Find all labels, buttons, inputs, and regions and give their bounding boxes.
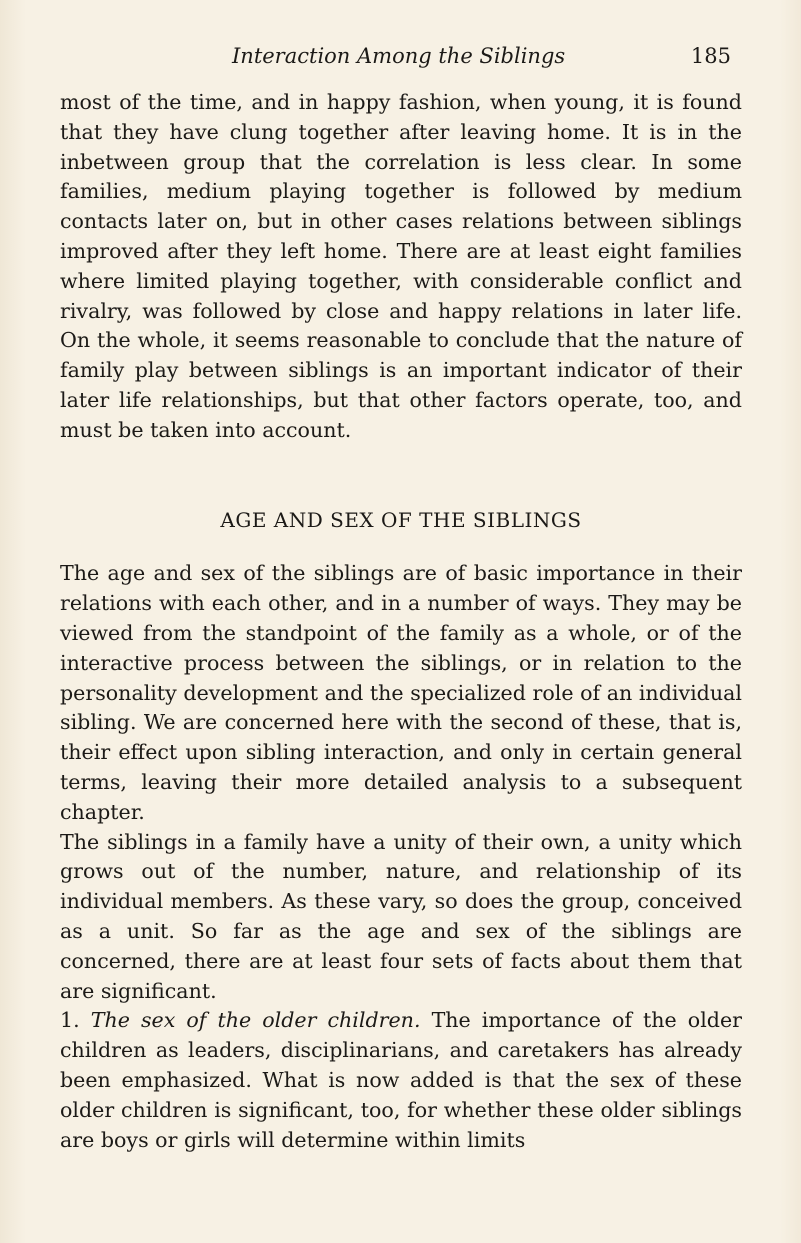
list-item-text: The importance of the older children as leaders, disciplinarians, and caretakers has already been emphasized. What is now added is that the sex of these older children is significant, too, for whether these older siblings are boys or girls will determine within limits [60, 1008, 742, 1152]
section-heading: AGE AND SEX OF THE SIBLINGS [220, 507, 582, 532]
paragraph-siblings-unity: The siblings in a family have a unity of their own, a unity which grows out of the number, nature, and relationship of its individual members. As these vary, so does the group, conceived as a unit. So far as the age and sex of the siblings are concerned, there are at least four sets of facts about them that are significant. [60, 829, 742, 1003]
page-number: 185 [690, 44, 731, 68]
paragraph-age-sex-intro: The age and sex of the siblings are of basic importance in their relations with each other, and in a number of ways. They may be viewed from the standpoint of the family as a whole, or of the interactive process between the siblings, or in relation to the personality development and the specialized role of an individual sibling. We are concerned here with the second of these, that is, their effect upon sibling interaction, and only in certain general terms, leaving their more detailed analysis to a subsequent chapter. [60, 561, 742, 824]
paragraph-list-item-1 [60, 1006, 742, 1155]
running-head: Interaction Among the Siblings [232, 44, 566, 68]
list-number: 1. [60, 1008, 80, 1033]
page-header [60, 44, 731, 78]
paragraph-continuation: most of the time, and in happy fashion, when young, it is found that they have clung together after leaving home. It is in the inbetween group that the correlation is less clear. In some families, medium playing together is followed by medium contacts later on, but in other cases relations between siblings improved after they left home. There are at least eight families where limited playing together, with considerable conflict and rivalry, was followed by close and happy relations in later life. On the whole, it seems reasonable to conclude that the nature of family play between siblings is an important indicator of their later life relationships, but that other factors operate, too, and must be taken into account. [60, 90, 742, 442]
list-item-heading: The sex of the older children. [90, 1008, 421, 1033]
page-body [60, 88, 742, 1155]
